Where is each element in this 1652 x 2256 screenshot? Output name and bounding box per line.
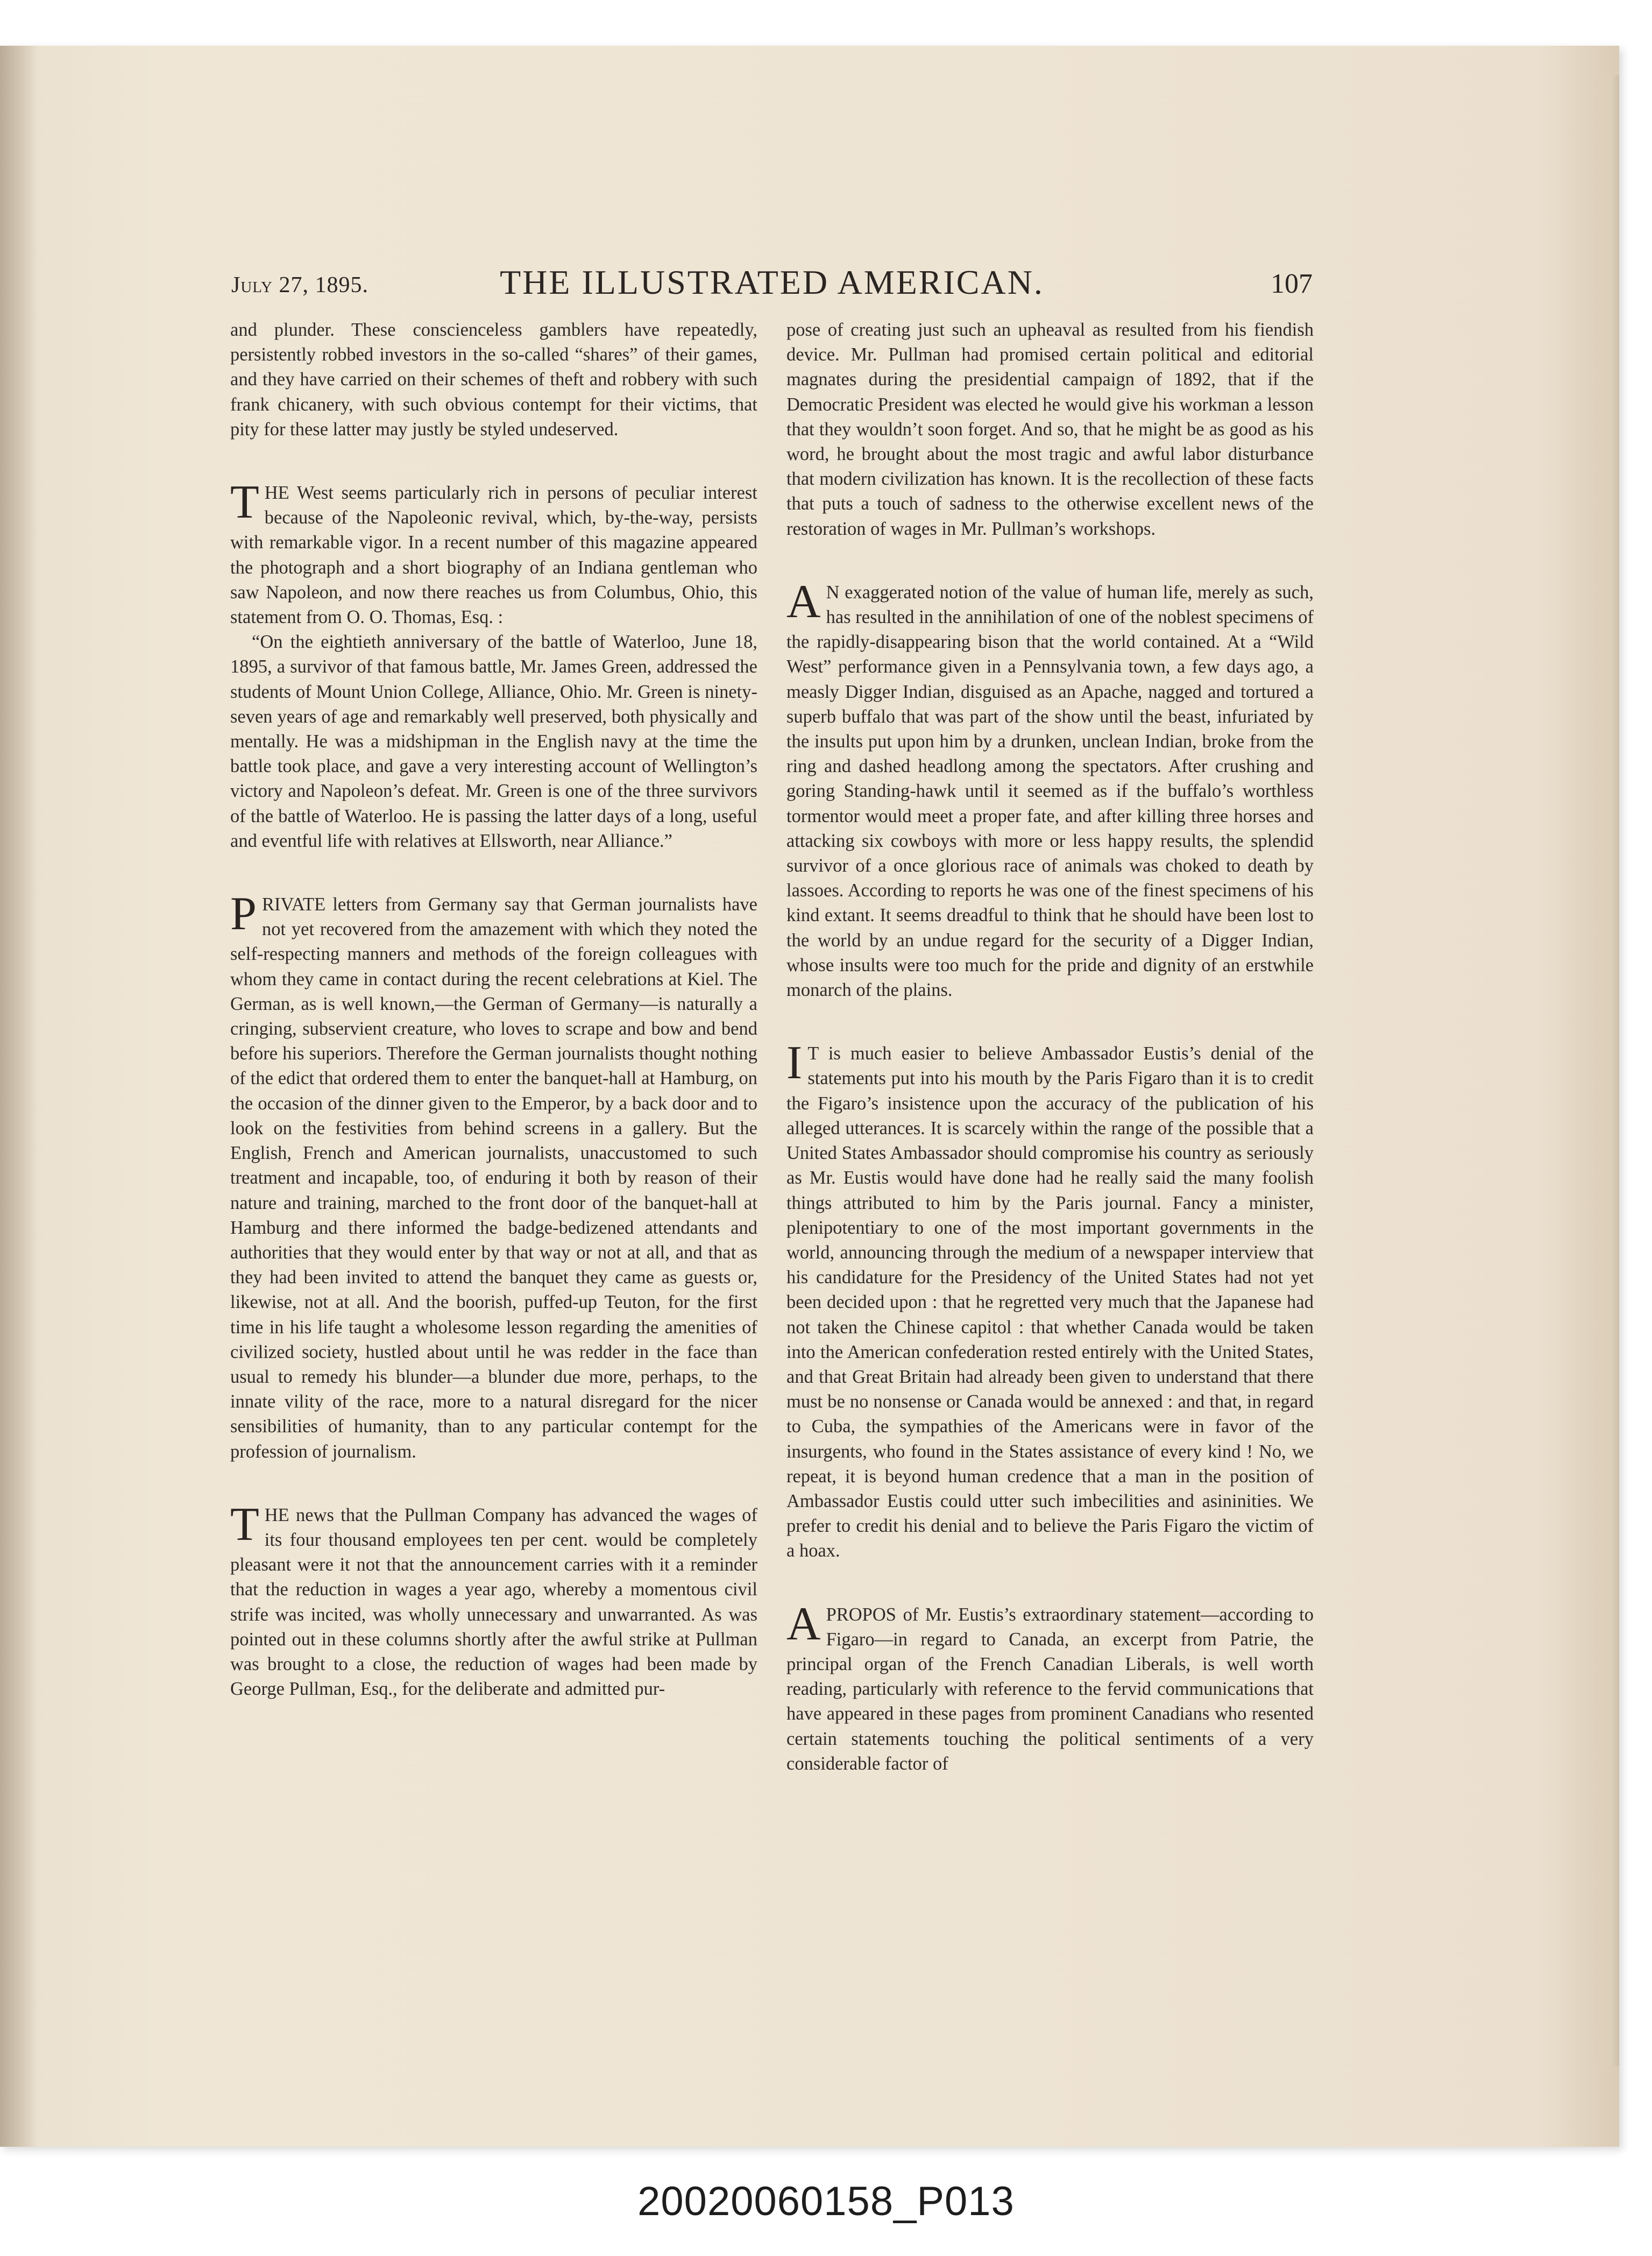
left-column <box>230 317 757 1701</box>
waterloo-quote: “On the eightieth anniversary of the battle of Waterloo, June 18, 1895, a survivor of that famous battle, Mr. James Green, addressed the students of Mount Union College, Alliance, Ohio. Mr. Green is ninety-seven years of age and remarkably well preserved, both physically and mentally. He was a midshipman in the English navy at the time the battle took place, and gave a very interesting account of Wellington’s victory and Napoleon’s defeat. Mr. Green is one of the three survivors of the battle of Waterloo. He is passing the latter days of a long, useful and eventful life with relatives at Ellsworth, near Alliance.” <box>230 632 757 851</box>
page-header <box>231 263 1313 311</box>
left-paragraph-2 <box>230 476 757 630</box>
right-paragraph-4 <box>786 1597 1314 1776</box>
left-paragraph-3 <box>230 888 757 1464</box>
paragraph-text: PROPOS of Mr. Eustis’s extraordinary statement—according to Figaro—in regard to Canada, an excerpt from Patrie, the principal organ of the French Canadian Liberals, is well worth reading, particularly with reference to the fervid communications that have appeared in these pages from prominent Canadians who resented certain statements touching the political sentiments of a very considerable factor of <box>786 1604 1314 1774</box>
drop-cap: P <box>230 888 257 940</box>
drop-cap: A <box>786 575 821 628</box>
paragraph-text: HE West seems particularly rich in persons of peculiar interest because of the Napoleonic revival, which, by-the-way, persists with remarkable vigor. In a recent number of this magazine appeared the photograph and a short biography of an Indiana gentleman who saw Napoleon, and now there reaches us from Columbus, Ohio, this statement from O. O. Thomas, Esq. : <box>230 483 757 628</box>
right-column <box>786 317 1314 1776</box>
right-paragraph-3 <box>786 1037 1314 1563</box>
drop-cap: T <box>230 1498 259 1551</box>
page-gutter <box>0 46 38 2147</box>
left-paragraph-1: and plunder. These conscienceless gamblers have repeatedly, persistently robbed investors in the so-called “shares” of their games, and they have carried on their schemes of theft and robbery with such frank chicanery, with such obvious contempt for their victims, that pity for these latter may justly be styled undeserved. <box>230 320 757 440</box>
right-paragraph-1: pose of creating just such an upheaval as resulted from his fiendish device. Mr. Pullman had promised certain political and editorial magnates during the presidential campaign of 1892, that if the Democratic President was elected he would give his workman a lesson that they wouldn’t soon forget. And so, that he might be as good as his word, he brought about the most tragic and awful labor disturbance that modern civilization has known. It is the recollection of these facts that puts a touch of sadness to the otherwise excellent news of the restoration of wages in Mr. Pullman’s workshops. <box>786 320 1314 539</box>
paragraph-text: HE news that the Pullman Company has advanced the wages of its four thousand employees ten per cent. would be completely pleasant were it not that the announcement carries with it a reminder that the reduction in wages a year ago, whereby a momentous civil strife was incited, was wholly unnecessary and unwarranted. As was pointed out in these columns shortly after the awful strike at Pullman was brought to a close, the reduction of wages had been made by George Pullman, Esq., for the deliberate and admitted pur- <box>230 1504 757 1700</box>
paragraph-text: T is much easier to believe Ambassador Eustis’s denial of the statements put into his mouth by the Paris Figaro than it is to credit the Figaro’s insistence upon the accuracy of the publication of his alleged utterances. It is scarcely within the range of the possible that a United States Ambassador should compromise his country as seriously as Mr. Eustis would have done had he really said the many foolish things attributed to him by the Paris journal. Fancy a minister, plenipotentiary to one of the most important governments in the world, announcing through the medium of a newspaper interview that his candidature for the Presidency of the United States had not yet been decided upon : that he regretted very much that the Japanese had not taken the Chinese capitol : that whether Canada would be taken into the American confederation rested entirely with the United States, and that Great Britain had already been given to understand that there must be no nonsense or Canada would be annexed : and that, in regard to Cuba, the sympathies of the Americans were in favor of the insurgents, who found in the States assistance of every kind ! No, we repeat, it is beyond human credence that a man in the position of Ambassador Eustis could utter such imbecilities and asininities. We prefer to credit his denial and to believe the Paris Figaro the victim of a hoax. <box>786 1043 1314 1561</box>
left-paragraph-4 <box>230 1498 757 1702</box>
paragraph-text: RIVATE letters from Germany say that German journalists have not yet recovered from the amazement with which they noted the self-respecting manners and methods of the foreign colleagues with whom they came in contact during the recent celebrations at Kiel. The German, as is well known,—the German of Germany—is naturally a cringing, subservient creature, who loves to scrape and bow and bend before his superiors. Therefore the German journalists thought nothing of the edict that ordered them to enter the banquet-hall at Hamburg, on the occasion of the dinner given to the Emperor, by a back door and to look on the festivities from behind screens in a gallery. But the English, French and American journalists, unaccustomed to such treatment and incapable, too, of enduring it both by reason of their nature and training, marched to the front door of the banquet-hall at Hamburg and there informed the badge-bedizened attendants and authorities that they would enter by that way or not at all, and that as they had been invited to attend the banquet they came as guests or, likewise, not at all. And the boorish, puffed-up Teuton, for the first time in his life taught a wholesome lesson regarding the amenities of civilized society, hustled about until he was redder in the face than usual to remedy his blunder—a blunder due more, perhaps, to the innate vility of the race, more to a natural disregard for the nicer sensibilities of humanity, than to any particular contempt for the profession of journalism. <box>230 894 757 1462</box>
drop-cap: T <box>230 476 259 529</box>
right-paragraph-2 <box>786 575 1314 1002</box>
issue-date: July 27, 1895. <box>231 273 369 298</box>
archive-identifier: 20020060158_P013 <box>637 2179 1015 2224</box>
publication-title: THE ILLUSTRATED AMERICAN. <box>500 263 1044 301</box>
page-edge <box>1592 75 1619 2066</box>
drop-cap: A <box>786 1597 821 1650</box>
paragraph-text: N exaggerated notion of the value of human life, merely as such, has resulted in the annihilation of one of the noblest specimens of the rapidly-disappearing bison that the world contained. At a “Wild West” performance given in a Pennsylvania town, a few days ago, a measly Digger Indian, disguised as an Apache, nagged and tortured a superb buffalo that was part of the show until the beast, infuriated by the insults put upon him by a drunken, unclean Indian, broke from the ring and dashed headlong among the spectators. After crushing and goring Standing-hawk until it seemed as if the buffalo’s worthless tormentor would meet a proper fate, and after killing three horses and attacking six cowboys with more or less happy results, the splendid survivor of a once glorious race of animals was choked to death by lassoes. According to reports he was one of the finest specimens of his kind extant. It seems dreadful to think that he should have been lost to the world by an undue regard for the security of a Digger Indian, whose insults were too much for the pride and dignity of an erstwhile monarch of the plains. <box>786 582 1314 1001</box>
drop-cap: I <box>786 1037 803 1090</box>
page-number: 107 <box>1271 268 1313 299</box>
